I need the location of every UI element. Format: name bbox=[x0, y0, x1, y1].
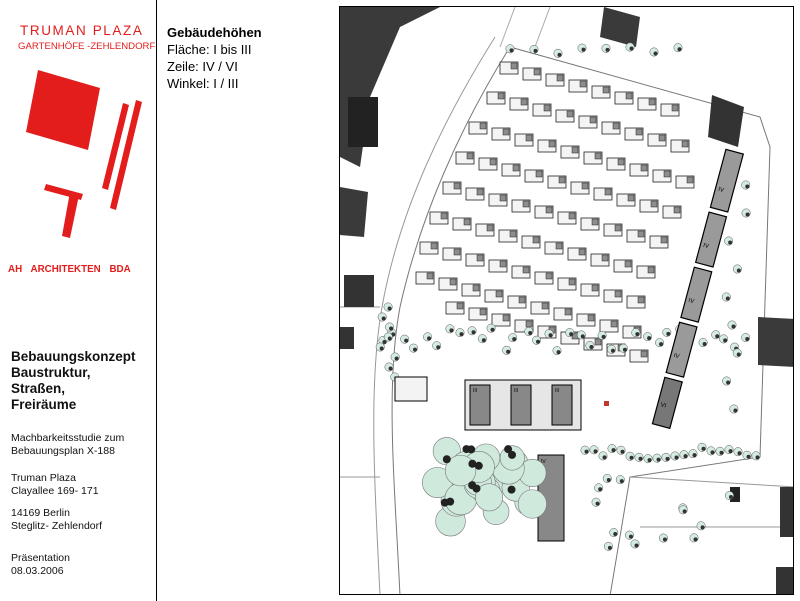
house-roof bbox=[590, 117, 596, 123]
tree-shadow bbox=[581, 334, 585, 338]
house-roof bbox=[567, 111, 573, 117]
house-roof bbox=[651, 201, 657, 207]
tree-shadow bbox=[635, 543, 639, 547]
park-shadow bbox=[508, 486, 516, 494]
tree-shadow bbox=[654, 51, 658, 55]
firm-name: AH ARCHITEKTEN BDA bbox=[8, 264, 131, 275]
tree-shadow bbox=[512, 337, 516, 341]
tree bbox=[722, 377, 730, 385]
tree-shadow bbox=[388, 337, 392, 341]
house-roof bbox=[580, 81, 586, 87]
tree-shadow bbox=[684, 454, 688, 458]
tree bbox=[590, 446, 598, 454]
block-label: IV bbox=[672, 352, 680, 361]
tree-shadow bbox=[506, 350, 510, 354]
concept-line: Straßen, bbox=[11, 381, 66, 396]
tree bbox=[733, 349, 741, 357]
block-label: IV bbox=[717, 186, 725, 195]
house-roof bbox=[480, 123, 486, 129]
house-roof bbox=[534, 69, 540, 75]
park-tree bbox=[518, 490, 546, 518]
tree-shadow bbox=[756, 455, 760, 459]
south-label: IV bbox=[541, 459, 546, 465]
house-roof bbox=[592, 285, 598, 291]
tree bbox=[545, 330, 553, 338]
house-roof bbox=[457, 303, 463, 309]
tree-shadow bbox=[608, 546, 612, 550]
house-roof bbox=[542, 303, 548, 309]
tree bbox=[674, 43, 682, 51]
house-roof bbox=[565, 309, 571, 315]
tree-shadow bbox=[380, 347, 384, 351]
tree bbox=[409, 344, 417, 352]
tree-shadow bbox=[594, 449, 598, 453]
house-roof bbox=[628, 195, 634, 201]
tree-shadow bbox=[745, 185, 749, 189]
tree bbox=[742, 181, 750, 189]
concept-line: Freiräume bbox=[11, 397, 77, 412]
house-roof bbox=[467, 153, 473, 159]
tree-shadow bbox=[582, 48, 586, 52]
block-label: VI bbox=[659, 402, 667, 410]
tree-shadow bbox=[701, 525, 705, 529]
tree bbox=[635, 453, 643, 461]
tree-shadow bbox=[558, 53, 562, 57]
house-roof bbox=[454, 249, 460, 255]
study-line: Machbarkeitsstudie zum bbox=[11, 432, 125, 444]
tree bbox=[607, 345, 615, 353]
tree bbox=[599, 452, 607, 460]
tree-shadow bbox=[621, 450, 625, 454]
house-roof bbox=[557, 75, 563, 81]
house-roof bbox=[603, 87, 609, 93]
house-roof bbox=[638, 231, 644, 237]
tree bbox=[487, 324, 495, 332]
tree bbox=[400, 335, 408, 343]
tree bbox=[433, 342, 441, 350]
south-label: III bbox=[514, 388, 519, 394]
tree bbox=[446, 325, 454, 333]
tree-shadow bbox=[733, 409, 737, 413]
house-roof bbox=[572, 147, 578, 153]
tree-shadow bbox=[726, 381, 730, 385]
tree-shadow bbox=[647, 336, 651, 340]
tree-shadow bbox=[747, 455, 751, 459]
tree-shadow bbox=[611, 349, 615, 353]
house-roof bbox=[450, 279, 456, 285]
tree-shadow bbox=[720, 451, 724, 455]
house-roof bbox=[441, 213, 447, 219]
house-roof bbox=[618, 159, 624, 165]
tree-shadow bbox=[694, 537, 698, 541]
tree-shadow bbox=[612, 448, 616, 452]
tree-shadow bbox=[510, 48, 514, 52]
house-roof bbox=[544, 105, 550, 111]
tree-shadow bbox=[569, 332, 573, 336]
tree bbox=[752, 452, 760, 460]
study-block bbox=[11, 432, 124, 458]
house-roof bbox=[503, 129, 509, 135]
tree-shadow bbox=[528, 331, 532, 335]
house-roof bbox=[602, 255, 608, 261]
park-shadow bbox=[467, 445, 475, 453]
house-roof bbox=[664, 171, 670, 177]
park-shadow bbox=[472, 485, 480, 493]
tree bbox=[716, 447, 724, 455]
tree bbox=[378, 313, 386, 321]
house-roof bbox=[661, 237, 667, 243]
heights-zeile: Zeile: IV / VI bbox=[167, 59, 238, 74]
house-roof bbox=[490, 159, 496, 165]
tree-shadow bbox=[389, 327, 393, 331]
tree bbox=[743, 451, 751, 459]
tree-shadow bbox=[620, 479, 624, 483]
tree bbox=[456, 328, 464, 336]
tree bbox=[733, 265, 741, 273]
tree bbox=[423, 333, 431, 341]
house-roof bbox=[636, 129, 642, 135]
site-plan bbox=[339, 6, 794, 595]
tree bbox=[724, 237, 732, 245]
house-roof bbox=[431, 243, 437, 249]
tree bbox=[728, 321, 736, 329]
house-roof bbox=[521, 99, 527, 105]
park-shadow bbox=[443, 455, 451, 463]
house-roof bbox=[526, 135, 532, 141]
house-roof bbox=[659, 135, 665, 141]
tree-shadow bbox=[635, 332, 639, 336]
house-roof bbox=[526, 321, 532, 327]
tree-shadow bbox=[395, 357, 399, 361]
tree-shadow bbox=[639, 457, 643, 461]
park-shadow bbox=[468, 460, 476, 468]
tree bbox=[719, 335, 727, 343]
house-roof bbox=[500, 261, 506, 267]
concept-line: Bebauungskonzept bbox=[11, 349, 136, 364]
tree bbox=[530, 45, 538, 53]
house-roof bbox=[546, 273, 552, 279]
tree-shadow bbox=[702, 447, 706, 451]
tree-shadow bbox=[728, 241, 732, 245]
tree-shadow bbox=[606, 48, 610, 52]
house-roof bbox=[503, 315, 509, 321]
tree-shadow bbox=[715, 334, 719, 338]
house-roof bbox=[533, 237, 539, 243]
tree-shadow bbox=[388, 307, 392, 311]
house-roof bbox=[626, 93, 632, 99]
tree-shadow bbox=[404, 339, 408, 343]
tree-shadow bbox=[746, 213, 750, 217]
tree bbox=[577, 331, 585, 339]
tree-shadow bbox=[711, 450, 715, 454]
house-roof bbox=[615, 225, 621, 231]
tree-shadow bbox=[549, 333, 553, 337]
house-roof bbox=[625, 261, 631, 267]
heights-winkel: Winkel: I / III bbox=[167, 76, 239, 91]
tree-shadow bbox=[693, 453, 697, 457]
tree-shadow bbox=[459, 332, 463, 336]
architect-logo bbox=[0, 60, 156, 260]
tree bbox=[384, 303, 392, 311]
project-subtitle: GARTENHÖFE -ZEHLENDORF bbox=[18, 41, 156, 52]
tree bbox=[592, 498, 600, 506]
house-roof bbox=[595, 339, 601, 345]
tree-shadow bbox=[666, 332, 670, 336]
house-roof bbox=[672, 105, 678, 111]
tree-shadow bbox=[413, 348, 417, 352]
tree bbox=[581, 446, 589, 454]
address-district: Steglitz- Zehlendorf bbox=[11, 520, 103, 532]
house-roof bbox=[477, 189, 483, 195]
house-roof bbox=[519, 297, 525, 303]
tree-shadow bbox=[723, 338, 727, 342]
tree-shadow bbox=[659, 342, 663, 346]
tree-shadow bbox=[745, 337, 749, 341]
concept-title bbox=[11, 349, 136, 413]
tree-shadow bbox=[607, 478, 611, 482]
tree bbox=[679, 506, 687, 514]
house-roof bbox=[641, 351, 647, 357]
heights-heading: Gebäudehöhen bbox=[167, 25, 262, 40]
tree bbox=[742, 333, 750, 341]
concept-line: Baustruktur, bbox=[11, 365, 91, 380]
tree bbox=[468, 327, 476, 335]
address-street: Clayallee 169- 171 bbox=[11, 485, 99, 497]
tree bbox=[697, 522, 705, 530]
house-roof bbox=[523, 267, 529, 273]
tree-shadow bbox=[726, 297, 730, 301]
tree bbox=[625, 531, 633, 539]
tree bbox=[663, 328, 671, 336]
tree bbox=[643, 332, 651, 340]
tree bbox=[619, 344, 627, 352]
tree bbox=[553, 346, 561, 354]
house-roof bbox=[500, 195, 506, 201]
tree bbox=[690, 534, 698, 542]
house-roof bbox=[641, 165, 647, 171]
tree bbox=[385, 323, 393, 331]
tree bbox=[712, 331, 720, 339]
house-roof bbox=[464, 219, 470, 225]
tree bbox=[659, 534, 667, 542]
tree bbox=[610, 528, 618, 536]
house-roof bbox=[549, 141, 555, 147]
block-label: IV bbox=[687, 297, 695, 306]
house-roof bbox=[569, 279, 575, 285]
tree bbox=[632, 328, 640, 336]
tree-shadow bbox=[589, 345, 593, 349]
house-roof bbox=[523, 201, 529, 207]
tree bbox=[616, 475, 624, 483]
tree-shadow bbox=[657, 458, 661, 462]
tree-shadow bbox=[738, 451, 742, 455]
tree-shadow bbox=[663, 538, 667, 542]
tree bbox=[391, 353, 399, 361]
house-roof bbox=[473, 285, 479, 291]
tree bbox=[617, 446, 625, 454]
tree bbox=[650, 48, 658, 56]
project-title: TRUMAN PLAZA bbox=[20, 23, 144, 38]
tree bbox=[734, 448, 742, 456]
house-roof bbox=[510, 231, 516, 237]
house-roof bbox=[496, 291, 502, 297]
park-shadow bbox=[504, 445, 512, 453]
tree-shadow bbox=[630, 456, 634, 460]
tree bbox=[376, 343, 384, 351]
tree bbox=[603, 474, 611, 482]
tree bbox=[598, 331, 606, 339]
tree bbox=[384, 333, 392, 341]
tree-shadow bbox=[630, 47, 634, 51]
tree bbox=[626, 452, 634, 460]
house-roof bbox=[477, 255, 483, 261]
presentation-date: 08.03.2006 bbox=[11, 565, 64, 577]
tree bbox=[602, 44, 610, 52]
tree bbox=[626, 43, 634, 51]
house-roof bbox=[605, 189, 611, 195]
tree bbox=[586, 341, 594, 349]
tree-shadow bbox=[389, 367, 393, 371]
tree bbox=[662, 453, 670, 461]
house-roof bbox=[556, 243, 562, 249]
tree bbox=[565, 328, 573, 336]
tree-shadow bbox=[534, 49, 538, 53]
house-roof bbox=[687, 177, 693, 183]
tree-shadow bbox=[737, 353, 741, 357]
tree-shadow bbox=[491, 328, 495, 332]
tree-shadow bbox=[729, 495, 733, 499]
tree bbox=[532, 336, 540, 344]
house-roof bbox=[569, 213, 575, 219]
south-label: III bbox=[555, 388, 560, 394]
tree-shadow bbox=[585, 450, 589, 454]
tree bbox=[604, 542, 612, 550]
tree bbox=[554, 49, 562, 57]
tree bbox=[506, 45, 514, 53]
house-roof bbox=[615, 291, 621, 297]
tree bbox=[730, 405, 738, 413]
tree-shadow bbox=[613, 532, 617, 536]
tree bbox=[478, 334, 486, 342]
tree bbox=[698, 443, 706, 451]
tree bbox=[655, 338, 663, 346]
tree-shadow bbox=[629, 535, 633, 539]
tree-shadow bbox=[703, 342, 707, 346]
tree-shadow bbox=[436, 345, 440, 349]
tree-shadow bbox=[731, 325, 735, 329]
house-roof bbox=[546, 207, 552, 213]
tree bbox=[689, 449, 697, 457]
tree-shadow bbox=[683, 509, 687, 513]
house-roof bbox=[649, 99, 655, 105]
address-city: 14169 Berlin bbox=[11, 507, 70, 519]
house-roof bbox=[480, 309, 486, 315]
tree bbox=[644, 454, 652, 462]
tree-shadow bbox=[472, 330, 476, 334]
tree-shadow bbox=[427, 336, 431, 340]
tree-shadow bbox=[598, 487, 602, 491]
house-roof bbox=[592, 219, 598, 225]
house-roof bbox=[559, 177, 565, 183]
tree bbox=[502, 346, 510, 354]
house-roof bbox=[638, 297, 644, 303]
tree bbox=[578, 44, 586, 52]
building-heights-legend bbox=[167, 24, 262, 92]
tree-shadow bbox=[678, 47, 682, 51]
house-roof bbox=[454, 183, 460, 189]
house-roof bbox=[613, 123, 619, 129]
house-roof bbox=[511, 63, 517, 69]
south-label: III bbox=[473, 388, 478, 394]
tree bbox=[653, 454, 661, 462]
house-roof bbox=[595, 153, 601, 159]
tree bbox=[608, 444, 616, 452]
tree-shadow bbox=[603, 455, 607, 459]
house-roof bbox=[427, 273, 433, 279]
heights-flaeche: Fläche: I bis III bbox=[167, 42, 252, 57]
tree-shadow bbox=[482, 338, 486, 342]
presentation-label: Präsentation bbox=[11, 552, 70, 564]
tree bbox=[671, 452, 679, 460]
tree-shadow bbox=[449, 328, 453, 332]
tree bbox=[680, 450, 688, 458]
tree bbox=[631, 540, 639, 548]
house-roof bbox=[648, 267, 654, 273]
block-label: IV bbox=[702, 242, 710, 251]
tree-shadow bbox=[602, 335, 606, 339]
house-roof bbox=[579, 249, 585, 255]
sidebar bbox=[0, 0, 157, 601]
tree bbox=[699, 338, 707, 346]
tree bbox=[525, 327, 533, 335]
tree bbox=[742, 209, 750, 217]
house-roof bbox=[513, 165, 519, 171]
site-plan-drawing bbox=[340, 7, 794, 595]
tree-shadow bbox=[737, 269, 741, 273]
house-roof bbox=[674, 207, 680, 213]
tree-shadow bbox=[648, 458, 652, 462]
tree bbox=[594, 484, 602, 492]
tree-shadow bbox=[729, 449, 733, 453]
house-roof bbox=[498, 93, 504, 99]
tree bbox=[509, 333, 517, 341]
tree bbox=[722, 293, 730, 301]
tree-shadow bbox=[596, 502, 600, 506]
tree-shadow bbox=[557, 350, 561, 354]
house-roof bbox=[582, 183, 588, 189]
house-roof bbox=[682, 141, 688, 147]
house-roof bbox=[611, 321, 617, 327]
tree-shadow bbox=[382, 317, 386, 321]
tree bbox=[725, 445, 733, 453]
tree-shadow bbox=[666, 457, 670, 461]
presentation-block bbox=[11, 552, 70, 578]
address-block bbox=[11, 472, 102, 533]
house-roof bbox=[588, 315, 594, 321]
tree bbox=[725, 491, 733, 499]
tree bbox=[385, 363, 393, 371]
tree-shadow bbox=[623, 348, 627, 352]
park-shadow bbox=[446, 498, 454, 506]
house-roof bbox=[487, 225, 493, 231]
house-roof bbox=[536, 171, 542, 177]
address-name: Truman Plaza bbox=[11, 472, 76, 484]
tree-shadow bbox=[675, 455, 679, 459]
tree bbox=[707, 447, 715, 455]
tree-shadow bbox=[536, 340, 540, 344]
study-line: Bebauungsplan X-188 bbox=[11, 445, 115, 457]
